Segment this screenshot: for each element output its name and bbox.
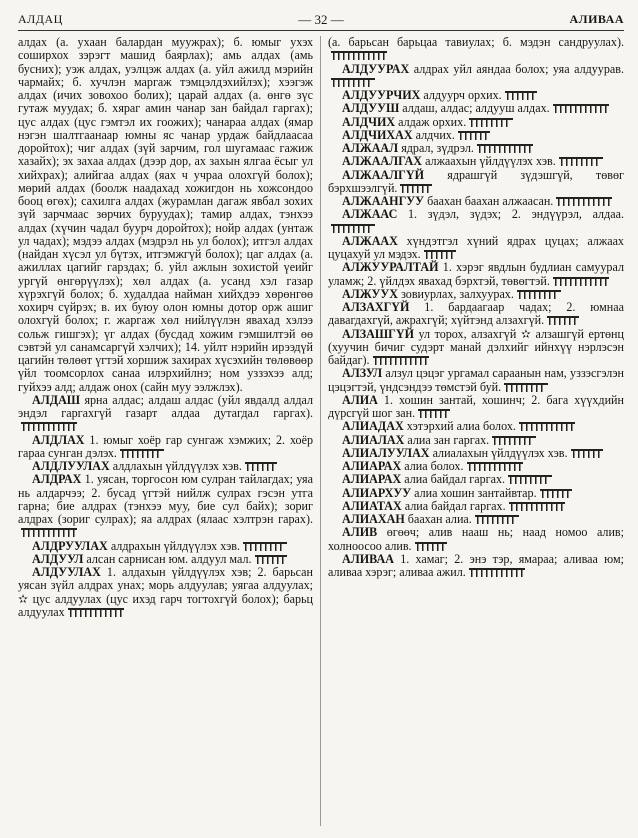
entry-definition: баахан алиа.: [407, 512, 472, 526]
right-entries: [328, 36, 624, 579]
entry-definition: 1. хошин зантай, хошинч; 2. бага хүүхдийн дүрсгүй шог зан.: [328, 392, 624, 420]
entry-headword: АЛДУУШ: [342, 101, 400, 116]
entry-headword: АЛЖУУРАЛТАЙ: [342, 260, 439, 275]
entry-headword: АЛДУУРАХ: [342, 61, 410, 76]
entry-headword: АЛЖУУХ: [342, 286, 399, 301]
dictionary-entry: [328, 500, 624, 513]
dictionary-entry: [328, 208, 624, 235]
dictionary-entry: [328, 142, 624, 155]
entry-headword: АЛДЧИХАХ: [342, 127, 413, 142]
entry-headword: АЛДУУРЧИХ: [342, 88, 421, 102]
mongolian-script-glyph: [68, 607, 124, 617]
entry-headword: АЛИАЛУУЛАХ: [342, 445, 430, 460]
entry-headword: АЛЖААХ: [342, 233, 398, 248]
dictionary-entry: [328, 288, 624, 301]
entry-definition: ул торох, алзахгүй ✫ алзашгүй ертөнц (хуучин бичиг судэрт манай дэлхийг ийнхүү нэрлэсэн байдаг).: [328, 326, 624, 367]
entry-headword: АЛДЧИХ: [342, 114, 396, 129]
entry-definition: 1. бардаагаар чадах; 2. юмнаа давагдахгүй, ажрахгүй; хүйтэнд алзахгүй.: [328, 300, 624, 328]
dictionary-entry: [328, 394, 624, 421]
mongolian-script-glyph: [400, 183, 432, 193]
mongolian-script-glyph: [559, 156, 603, 166]
continued-entry-text: алдах (а. ухаан балардан муужрах); б. юмыг ухэх соширхох зэрэгт машид баярлах); амь алдах (амь бусних); уэж алдах, уэлцэж алдах (а. уйл ажилд мэрийн чармайх; б. хучлэн маргаж тэмцэлдэхийлэх); хээгэж алдах (ичих зовохоо болих); царай алдах (а. өнгө зүс гутаж муудах; б. хяраг амин чанар зан байдал гаргах); цус алдах (цус гэмтэл их гоожих); чанараа алдах (ямар нэгэн шалтгаанаар юмны яс чанар урдаж байдлаасаа доройтох); чиг алдах (зүй зарчим, гол шугамаас гажиж хазайх); эх захаа алдах (дээр дор, ах захын ялгаа ёсыг ул хийхрах); алийгаа алдах (яах ч учраа олохгүй болох); мөрий алдах (боолж наадахад хожигдон нь хожсондоо бооц өгөх); сахилга алдах (журамлан дагаж явбал зохих зүй зарчмаас зөрчих буруудах); тамир алдах, тэнхээ алдах (хүчин чадал буурч доройтох); нойр алдах (унтаж ул чадах); мэдээ алдах (мэдрэл нь ул болох); итгэл алдах (найдан хүсэл ул бүтэх, итгэмжгүй болох); цаг алдах (а. ажиллах цагийг гарздах; б. уйл ажлын зохистой үеийг ургүй өнгөрүүлэх); хөл алдах (а. усанд хэл газар хүрэхгүй болох; б. худалдаа найман хийхдээ хөрөнгөө хохирч сүйрэх; в. их буюу олон юмны дотор орж ашиг олохгүй болох; г. жаргаж хөл нийлүүлэн явахад хэлээ сольж гишгэх); үг алдах (бусдад хожим гэмшилтэй өө сэвтэй ул санамсаргүй хэлчих); 14. уйлт нэрийн ирээдүй цагийн төлөөт үгтэй хоршиж захирах хүсэхийн төлөвөөр үйл тоомсорлох санаа илэрхийлнэ; ном уззэхээ алд; гуйхээ алд; алдаж онох (сайн муу ээлжлэх).: [18, 36, 313, 394]
entry-definition: 1. юмыг хоёр гар сунгаж хэмжих; 2. хоёр гараа сунган дэлэх.: [18, 432, 313, 460]
entry-headword: АЛЖААС: [342, 207, 398, 222]
entry-definition: алиа зан гаргах.: [407, 432, 490, 447]
entry-headword: АЛДАШ: [32, 392, 81, 407]
entry-headword: АЛЖААНГУУ: [342, 194, 425, 208]
entry-definition: алиа болох.: [404, 459, 464, 473]
dictionary-entry: [18, 540, 313, 553]
entry-definition: хүндэтгэл хүний ядрах цуцах; алжаах цуцахуй ул мэдэх.: [328, 233, 624, 261]
mongolian-script-glyph: [331, 223, 375, 233]
entry-headword: АЛЗУЛ: [342, 366, 383, 381]
dictionary-entry: [328, 420, 624, 433]
mongolian-script-glyph: [509, 501, 565, 511]
mongolian-script-glyph: [556, 196, 612, 206]
entry-definition: алиа байдал гаргах.: [404, 472, 506, 487]
mongolian-script-glyph: [255, 554, 287, 564]
mongolian-script-glyph: [467, 461, 523, 471]
dictionary-entry: [328, 301, 624, 328]
mongolian-script-glyph: [553, 276, 609, 286]
mongolian-script-glyph: [243, 541, 287, 551]
dictionary-entry: [328, 36, 624, 63]
entry-headword: АЛЗАХГҮЙ: [342, 300, 410, 314]
mongolian-script-glyph: [517, 289, 561, 299]
dictionary-entry: [328, 367, 624, 394]
entry-headword: АЛДРАХ: [32, 472, 82, 487]
dictionary-entry: [18, 473, 313, 539]
mongolian-script-glyph: [475, 514, 519, 524]
mongolian-script-glyph: [418, 408, 450, 418]
entry-definition: 1. зүдэл, зүдэх; 2. эндүүрэл, алдаа.: [408, 207, 624, 222]
dictionary-entry: [328, 89, 624, 102]
header-rule: [18, 30, 624, 31]
entry-definition: 1. хамаг; 2. энэ тэр, ямараа; аливаа юм; аливаа хэрэг; аливаа ажил.: [328, 551, 624, 579]
mongolian-script-glyph: [492, 435, 536, 445]
entry-headword: АЛЖААЛГҮЙ: [342, 167, 425, 182]
dictionary-entry: [328, 261, 624, 288]
dictionary-entry: [328, 328, 624, 368]
dictionary-entry: [328, 235, 624, 262]
entry-headword: АЛДЛАХ: [32, 432, 85, 447]
mongolian-script-glyph: [519, 421, 575, 431]
entry-definition: алдуурч орхих.: [423, 88, 502, 102]
entry-headword: АЛДУУЛАХ: [32, 565, 101, 579]
entry-headword: АЛДЛУУЛАХ: [32, 459, 110, 473]
mongolian-script-glyph: [553, 103, 609, 113]
entry-definition: зовиурлах, залхуурах.: [401, 286, 514, 301]
mongolian-script-glyph: [477, 143, 533, 153]
entry-headword: АЛИАЛАХ: [342, 432, 405, 447]
mongolian-script-glyph: [331, 77, 375, 87]
mongolian-script-glyph: [373, 355, 429, 365]
right-column: [328, 36, 624, 828]
entry-headword: АЛДУУЛ: [32, 551, 84, 566]
mongolian-script-glyph: [120, 448, 164, 458]
dictionary-entry: [328, 102, 624, 115]
column-divider: [320, 36, 321, 826]
dictionary-entry: [18, 394, 313, 434]
mongolian-script-glyph: [504, 382, 548, 392]
header-left-guideword: АЛДАЦ: [18, 12, 63, 26]
mongolian-script-glyph: [469, 567, 525, 577]
entry-definition: алдлахын үйлдүүлэх хэв.: [112, 459, 242, 473]
entry-definition: хэтэрхий алиа болох.: [406, 419, 516, 434]
entry-headword: АЛИАРАХ: [342, 472, 402, 487]
dictionary-entry: [18, 434, 313, 461]
entry-headword: АЛИАТАХ: [342, 498, 402, 513]
mongolian-script-glyph: [331, 50, 387, 60]
dictionary-entry: [328, 447, 624, 460]
entry-headword: АЛИАРАХ: [342, 459, 402, 473]
entry-definition: ядрашгүй зүдэшгүй, төвөг бэрхшээлгүй.: [328, 167, 624, 195]
entry-definition: 1. уясан, торгосон юм сулран тайлагдах; уяа нь алдарчээ; 2. бусад үгтэй нийлж сулрах гэсэн утга гарна; бие алдрах (тэнхээ муу, бие сул байх); зориг алдрах (зориг сулрах); яа алдрах (ялаас хэлтрэн гарах).: [18, 472, 313, 526]
dictionary-entry: [328, 473, 624, 486]
dictionary-entry: [328, 129, 624, 142]
mongolian-script-glyph: [505, 90, 537, 100]
entry-definition: (а. барьсан барьцаа тавиулах; б. мэдэн сандруулах).: [328, 36, 624, 49]
mongolian-script-glyph: [571, 448, 603, 458]
entry-definition: алдаж орхих.: [398, 114, 467, 129]
mongolian-script-glyph: [547, 315, 579, 325]
entry-definition: баахан баахан алжаасан.: [427, 194, 554, 208]
entry-headword: АЛИАДАХ: [342, 419, 404, 434]
dictionary-entry: [328, 63, 624, 90]
entry-definition: алсан сарнисан юм. алдуул мал.: [86, 551, 252, 566]
entry-definition: ярна алдас; алдаш алдас (уйл явдалд алдал эндэл гаргахгүй газарт алдаа дутагдал гаргах).: [18, 392, 313, 420]
mongolian-script-glyph: [21, 421, 77, 431]
dictionary-entry: [328, 513, 624, 526]
entry-headword: АЛЗАШГҮЙ: [342, 326, 414, 341]
mongolian-script-glyph: [424, 249, 456, 259]
entry-definition: алжаахын үйлдүүлэх хэв.: [425, 154, 556, 169]
dictionary-entry: [328, 195, 624, 208]
dictionary-entry: [328, 460, 624, 473]
entry-definition: алиа байдал гаргах.: [404, 498, 506, 513]
entry-definition: алдаш, алдас; алдууш алдах.: [402, 101, 550, 116]
dictionary-entry: [328, 553, 624, 580]
entry-definition: өгөөч; алив нааш нь; наад номоо алив; холноосоо алив.: [328, 525, 624, 553]
entry-definition: 1. алдахын үйлдүүлэх хэв; 2. барьсан уясан зүйл алдрах унах; морь алдуулав; уягаа алдуулах; ✫ цус алдуулах (цус ихэд гарч тогтохгүй болох); барьц алдуулах: [18, 565, 313, 619]
dictionary-entry: [18, 460, 313, 473]
page-number: — 32 —: [298, 12, 344, 27]
mongolian-script-glyph: [508, 474, 552, 484]
dictionary-entry: [328, 487, 624, 500]
dictionary-entry: [328, 526, 624, 553]
entry-definition: алдрахын үйлдүүлэх хэв.: [110, 538, 241, 553]
dictionary-entry: [328, 434, 624, 447]
entry-definition: ядрал, зүдрэл.: [401, 141, 474, 155]
entry-headword: АЛДРУУЛАХ: [32, 538, 108, 553]
mongolian-script-glyph: [469, 117, 513, 127]
left-entries: [18, 394, 313, 619]
dictionary-entry: [328, 155, 624, 168]
dictionary-entry: [328, 116, 624, 129]
entry-headword: АЛЖААЛГАХ: [342, 154, 423, 169]
mongolian-script-glyph: [245, 461, 277, 471]
header-right-guideword: АЛИВАА: [569, 12, 624, 26]
left-column: [18, 36, 313, 828]
entry-definition: алиалахын үйлдүүлэх хэв.: [432, 445, 568, 460]
page-header: [18, 12, 624, 28]
entry-headword: АЛЖААЛ: [342, 141, 399, 155]
dictionary-entry: [328, 169, 624, 196]
entry-headword: АЛИАРХУУ: [342, 485, 412, 500]
entry-headword: АЛИАХАН: [342, 512, 405, 526]
mongolian-script-glyph: [458, 130, 490, 140]
entry-definition: 1. хэрэг явдлын будлиан самуурал уламж; 2. үйлдэх явахад бэрхтэй, төвөгтэй.: [328, 260, 624, 288]
entry-definition: алдрах уйл аяндаа болох; уяа алдуурав.: [413, 61, 624, 76]
entry-headword: АЛИВ: [342, 525, 378, 540]
mongolian-script-glyph: [21, 527, 77, 537]
entry-definition: алиа хошин зантайвтар.: [414, 485, 537, 500]
entry-headword: АЛИА: [342, 392, 378, 407]
mongolian-script-glyph: [540, 488, 572, 498]
entry-headword: АЛИВАА: [342, 551, 394, 566]
entry-definition: алзул цэцэг ургамал сараанын нам, уззэсгэлэн цэцэгтэй, үндсэндээ төмстэй буй.: [328, 366, 624, 394]
dictionary-entry: [18, 553, 313, 566]
mongolian-script-glyph: [415, 541, 447, 551]
dictionary-entry: [18, 566, 313, 619]
entry-definition: алдчих.: [415, 127, 455, 142]
